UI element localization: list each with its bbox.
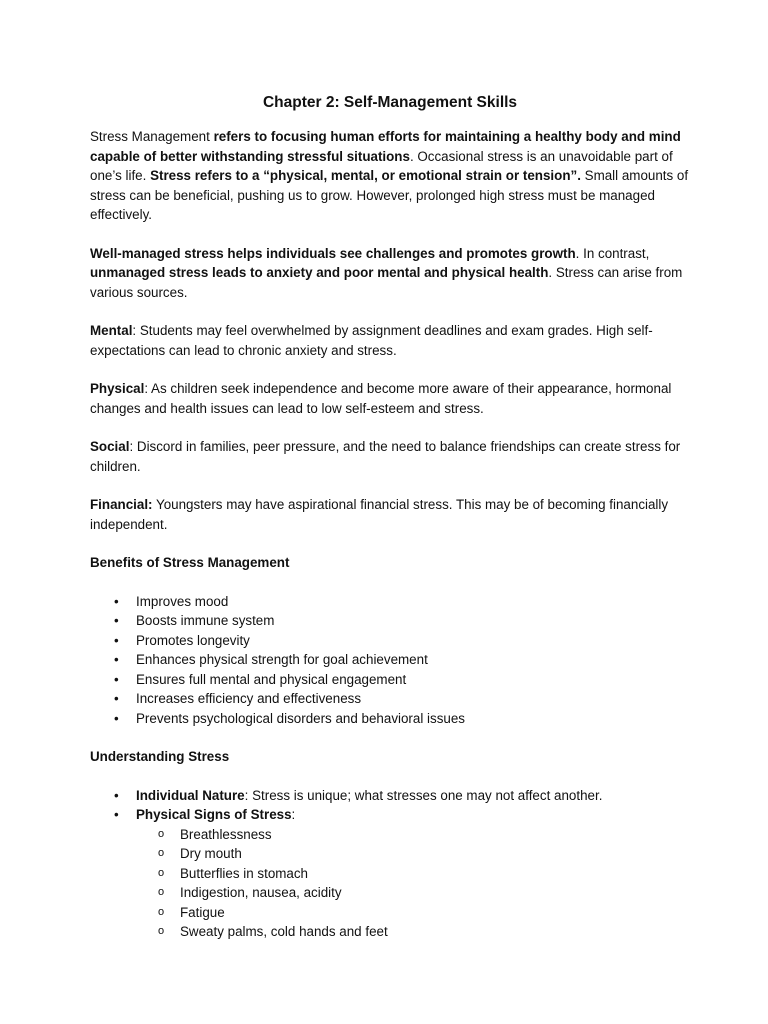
bullet-icon: •: [114, 710, 119, 726]
list-item-text: Boosts immune system: [136, 613, 275, 628]
signs-colon: :: [291, 807, 296, 822]
signs-label: Physical Signs of Stress: [136, 807, 292, 822]
list-item-text: Butterflies in stomach: [180, 865, 309, 881]
list-item-text: Ensures full mental and physical engagement: [136, 671, 407, 687]
list-item-text: Dry mouth: [180, 846, 242, 861]
source-financial: [90, 495, 690, 534]
benefits-heading: Benefits of Stress Management: [90, 555, 290, 570]
understanding-heading: Understanding Stress: [90, 749, 230, 764]
source-text: : Discord in families, peer pressure, and the need to balance friendships can create stress for children.: [90, 439, 681, 474]
list-item: [90, 825, 690, 845]
bullet-icon: •: [114, 652, 119, 667]
stress-bold-2: unmanaged stress leads to anxiety and poor mental and physical health: [90, 265, 549, 280]
stress-text-2: . Stress can arise from various sources.: [90, 265, 683, 300]
source-mental: [90, 321, 690, 360]
bullet-icon: •: [114, 671, 119, 687]
stress-text-1: . In contrast,: [575, 245, 650, 261]
circle-bullet-icon: o: [158, 925, 165, 937]
list-item: [90, 786, 690, 806]
list-item-text: Sweaty palms, cold hands and feet: [180, 924, 388, 939]
list-item: [90, 611, 690, 631]
source-label: Social: [90, 439, 130, 454]
source-label: Physical: [90, 381, 145, 396]
page-title: Chapter 2: Self-Management Skills: [262, 94, 518, 111]
list-item: [90, 670, 690, 690]
list-item: [90, 689, 690, 709]
stress-bold-1: Well-managed stress helps individuals see challenges and promotes growth: [90, 245, 576, 261]
circle-bullet-icon: o: [158, 886, 165, 898]
source-label: Mental: [90, 323, 133, 338]
list-item: [90, 844, 690, 864]
circle-bullet-icon: o: [158, 847, 165, 859]
circle-bullet-icon: o: [158, 905, 165, 918]
intro-bold-1: refers to focusing human efforts for maintaining a healthy body and mind capable of better withstanding stressful situations: [90, 129, 681, 164]
physical-signs-list: [90, 825, 690, 942]
list-item: [90, 631, 690, 651]
individual-text: : Stress is unique; what stresses one may not affect another.: [244, 787, 603, 803]
source-social: [90, 437, 690, 476]
bullet-icon: •: [114, 691, 119, 706]
stress-paragraph: [90, 244, 690, 303]
intro-text-2: . Occasional stress is an unavoidable part of one’s life.: [90, 148, 673, 183]
bullet-icon: •: [114, 632, 119, 648]
bullet-icon: •: [114, 613, 119, 628]
list-item-text: Improves mood: [136, 593, 229, 609]
list-item: [90, 883, 690, 903]
list-item: [90, 922, 690, 942]
intro-text-1: Stress Management: [90, 129, 214, 144]
bullet-icon: •: [114, 593, 119, 609]
circle-bullet-icon: o: [158, 866, 165, 879]
list-item: [90, 903, 690, 923]
circle-bullet-icon: o: [158, 827, 165, 840]
benefits-list: [90, 592, 690, 729]
list-item-text: Indigestion, nausea, acidity: [180, 885, 342, 900]
source-physical: [90, 379, 690, 418]
list-item-text: Fatigue: [180, 904, 225, 920]
bullet-icon: •: [114, 787, 119, 803]
list-item-text: Promotes longevity: [136, 632, 250, 648]
list-item: [90, 592, 690, 612]
list-item-text: Increases efficiency and effectiveness: [136, 691, 362, 706]
list-item-text: Enhances physical strength for goal achievement: [136, 652, 428, 667]
individual-label: Individual Nature: [136, 787, 245, 803]
list-item-text: Prevents psychological disorders and behavioral issues: [136, 710, 465, 726]
list-item-text: Breathlessness: [180, 826, 272, 842]
intro-text-3: Small amounts of stress can be beneficial, pushing us to grow. However, prolonged high stress must be managed effectively.: [90, 168, 689, 222]
list-item: [90, 650, 690, 670]
source-text: : As children seek independence and become more aware of their appearance, hormonal changes and health issues can lead to low self-esteem and stress.: [90, 381, 672, 416]
document-page: [90, 93, 690, 942]
bullet-icon: •: [114, 807, 119, 822]
source-text: : Students may feel overwhelmed by assignment deadlines and exam grades. High self-expectations can lead to chronic anxiety and stress.: [90, 323, 653, 358]
list-item: [90, 709, 690, 729]
intro-paragraph: [90, 127, 690, 225]
understanding-list: [90, 786, 690, 825]
source-label: Financial:: [90, 497, 153, 512]
source-text: Youngsters may have aspirational financial stress. This may be of becoming financially independent.: [90, 497, 669, 532]
intro-bold-2: Stress refers to a “physical, mental, or emotional strain or tension”.: [150, 168, 581, 183]
list-item: [90, 864, 690, 884]
list-item: [90, 805, 690, 825]
